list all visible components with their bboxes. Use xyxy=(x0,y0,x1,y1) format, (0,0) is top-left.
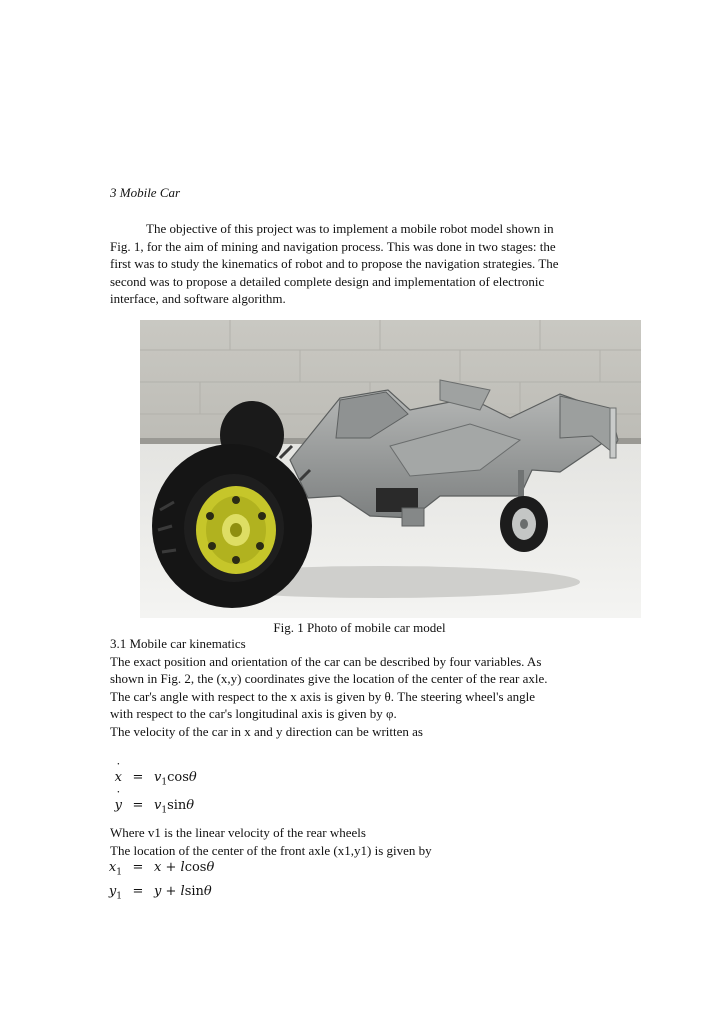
kinematics-line-2: shown in Fig. 2, the (x,y) coordinates give the location of the center of the rear axle. xyxy=(110,671,548,687)
front-wheel xyxy=(500,496,548,552)
intro-line-1: The objective of this project was to implement a mobile robot model shown in xyxy=(146,221,554,236)
equation-xdot: ˙ $x = v_1\cos\theta$ xyxy=(92,770,197,788)
after-equations-text xyxy=(110,824,630,859)
equation-x1: $x_1 = x + lcos\theta$ xyxy=(108,860,215,878)
kinematics-section xyxy=(110,635,630,741)
intro-line-3: first was to study the kinematics of robot and to propose the navigation strategies. The xyxy=(110,256,559,272)
kinematics-line-3: The car's angle with respect to the x axis is given by θ. The steering wheel's angle xyxy=(110,688,535,704)
mobile-car-photo xyxy=(140,320,641,618)
kinematics-line-5: The velocity of the car in x and y direction can be written as xyxy=(110,723,423,739)
equation-y1: $y_1 = y + lsin\theta$ xyxy=(108,884,212,902)
figure-caption: Fig. 1 Photo of mobile car model xyxy=(273,620,446,635)
intro-line-2: Fig. 1, for the aim of mining and navigation process. This was done in two stages: the xyxy=(110,238,556,254)
kinematics-line-1: The exact position and orientation of the car can be described by four variables. As xyxy=(110,653,542,669)
intro-line-4: second was to propose a detailed complete design and implementation of electronic xyxy=(110,273,545,289)
after-line-2: The location of the center of the front axle (x1,y1) is given by xyxy=(110,842,432,858)
kinematics-heading: 3.1 Mobile car kinematics xyxy=(110,636,246,651)
after-line-1: Where v1 is the linear velocity of the rear wheels xyxy=(110,825,366,840)
equation-ydot: ˙ $y = v_1\sin\theta$ xyxy=(92,798,194,816)
intro-paragraph xyxy=(110,220,610,308)
rear-near-wheel xyxy=(152,444,312,608)
intro-line-5: interface, and software algorithm. xyxy=(110,291,286,307)
section-title: 3 Mobile Car xyxy=(110,185,181,200)
kinematics-line-4: with respect to the car's longitudinal axis is given by φ. xyxy=(110,706,397,722)
